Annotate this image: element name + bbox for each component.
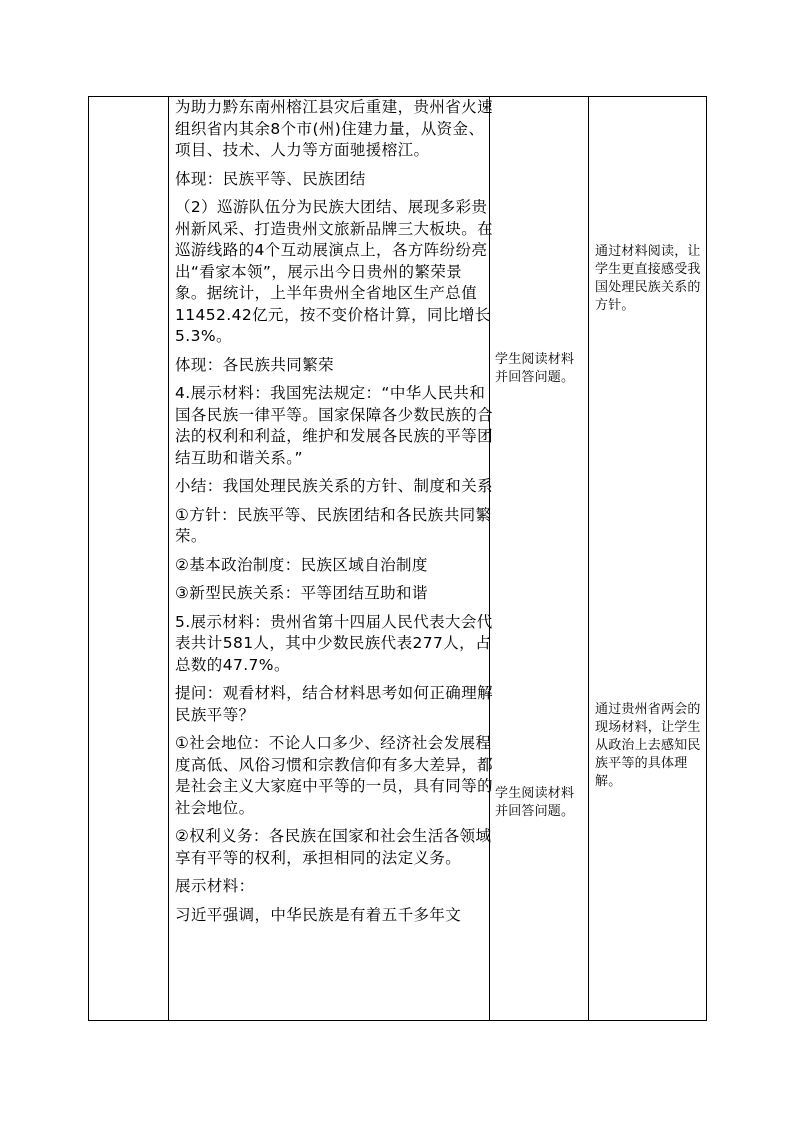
paragraph: ②基本政治制度：民族区域自治制度 — [175, 555, 428, 574]
paragraph: 5.展示材料：贵州省第十四届人民代表大会代表共计581人，其中少数民族代表277人，占总数的47.7%。 — [175, 612, 493, 674]
paragraph: 小结：我国处理民族关系的方针、制度和关系 — [175, 477, 494, 495]
column-divider — [588, 97, 589, 1020]
paragraph: 习近平强调，中华民族是有着五千多年文 — [175, 905, 462, 924]
paragraph: （2）巡游队伍分为民族大团结、展现多彩贵州新风采、打造贵州文旅新品牌三大板块。在巡游线路的4个互动展演点上，各方阵纷纷亮出“看家本领”，展示出今日贵州的繁荣景象。据统计，上半年贵州全省地区生产总值11452.42亿元，按不变价格计算，同比增长5.3%。 — [175, 198, 494, 345]
student-activity-text: 学生阅读材料并回答问题。 — [495, 786, 575, 819]
student-activity-text: 学生阅读材料并回答问题。 — [495, 352, 575, 385]
lesson-plan-table — [88, 96, 707, 1021]
teaching-process-column — [170, 97, 493, 933]
paragraph: ③新型民族关系：平等团结互助和谐 — [175, 584, 428, 602]
paragraph: 展示材料： — [175, 877, 255, 895]
paragraph: 体现：各民族共同繁荣 — [175, 355, 335, 374]
paragraph: ①社会地位：不论人口多少、经济社会发展程度高低、风俗习惯和宗教信仰有多大差异，都是社会主义大家庭中平等的一员，具有同等的社会地位。 — [175, 734, 494, 817]
paragraph: 提问：观看材料，结合材料思考如何正确理解民族平等？ — [175, 684, 494, 724]
column-divider — [168, 97, 169, 1020]
paragraph: 体现：民族平等、民族团结 — [175, 169, 366, 188]
paragraph: ①方针：民族平等、民族团结和各民族共同繁荣。 — [175, 505, 492, 545]
paragraph: 4.展示材料：我国宪法规定：“中华人民共和国各民族一律平等。国家保障各少数民族的合法的权利和利益，维护和发展各民族的平等团结互助和谐关系。” — [175, 384, 494, 467]
paragraph: 为助力黔东南州榕江县灾后重建，贵州省火速组织省内其余8个市(州)住建力量，从资金、项目、技术、人力等方面驰援榕江。 — [175, 98, 494, 159]
paragraph: ②权利义务：各民族在国家和社会生活各领域享有平等的权利，承担相同的法定义务。 — [175, 827, 492, 867]
design-intent-text: 通过贵州省两会的现场材料，让学生从政治上去感知民族平等的具体理解。 — [595, 702, 701, 789]
design-intent-text: 通过材料阅读，让学生更直接感受我国处理民族关系的方针。 — [595, 244, 701, 313]
